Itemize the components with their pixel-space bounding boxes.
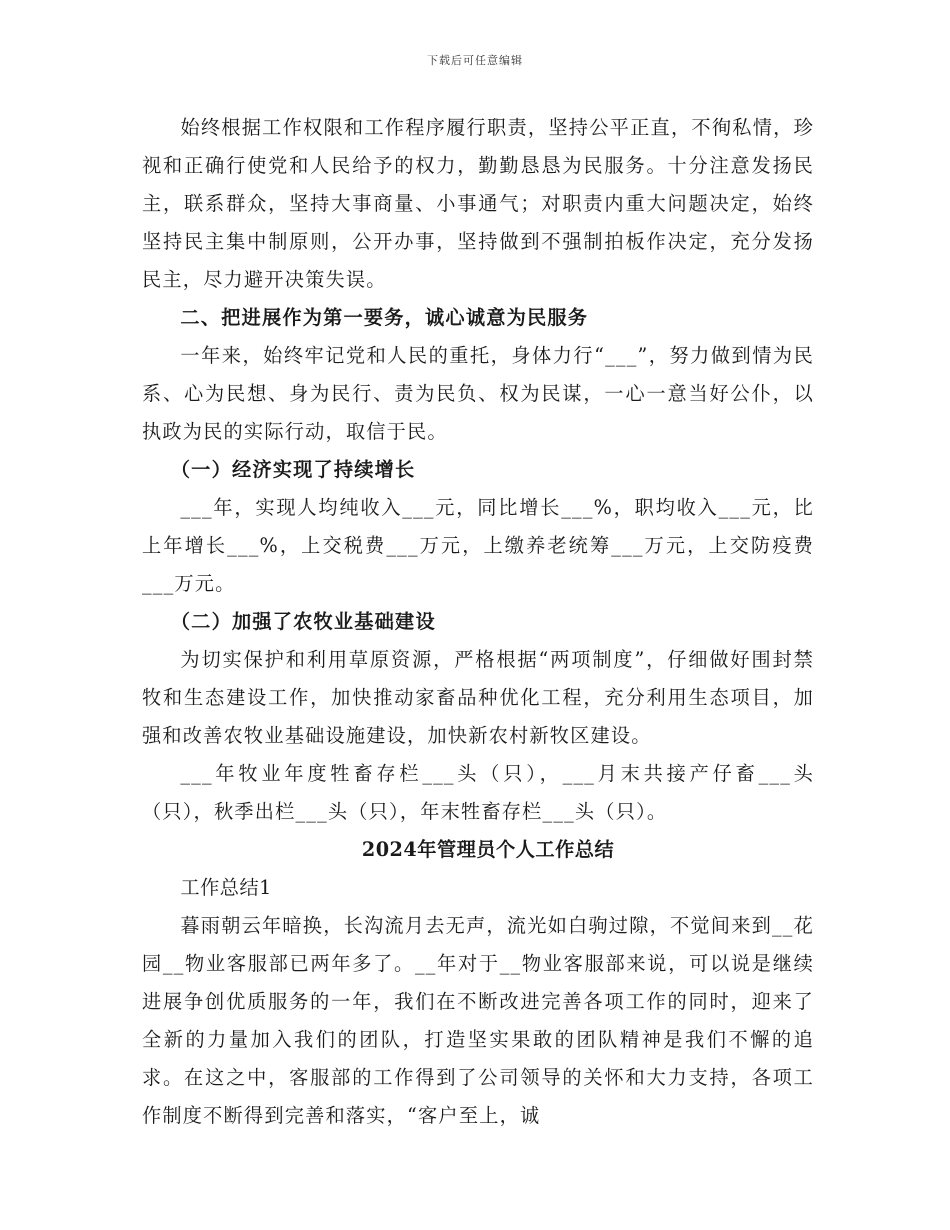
paragraph-serve-people: 一年来，始终牢记党和人民的重托，身体力行“___”，努力做到情为民系、心为民想、身为民行、责为民负、权为民谋，一心一意当好公仆，以执政为民的实际行动，取信于民。 <box>142 344 814 443</box>
page-header-note: 下载后可任意编辑 <box>427 54 523 67</box>
paragraph-grassland: 为切实保护和利用草原资源，严格根据“两项制度”，仔细做好围封禁牧和生态建设工作，加快推动家畜品种优化工程，充分利用生态项目，加强和改善农牧业基础设施建设，加快新农村新牧区建设。 <box>142 648 814 747</box>
document-title: 2024年管理员个人工作总结 <box>361 838 615 861</box>
paragraph-customer-service: 暮雨朝云年暗换，长沟流月去无声，流光如白驹过隙，不觉间来到__花园__物业客服部已两年多了。__年对于__物业客服部来说，可以说是继续进展争创优质服务的一年，我们在不断改进完善各项工作的同时，迎来了全新的力量加入我们的团队，打造坚实果敢的团队精神是我们不懈的追求。在这之中，客服部的工作得到了公司领导的关怀和大力支持，各项工作制度不断得到完善和落实，“客户至上，诚 <box>142 914 814 1127</box>
paragraph-duties: 始终根据工作权限和工作程序履行职责，坚持公平正直，不徇私情，珍视和正确行使党和人民给予的权力，勤勤恳恳为民服务。十分注意发扬民主，联系群众，坚持大事商量、小事通气；对职责内重大问题决定，始终坚持民主集中制原则，公开办事，坚持做到不强制拍板作决定，充分发扬民主，尽力避开决策失误。 <box>142 116 814 291</box>
section-heading-2: 二、把进展作为第一要务，诚心诚意为民服务 <box>180 306 589 329</box>
paragraph-livestock-figures: ___年牧业年度牲畜存栏___头（只），___月末共接产仔畜___头（只），秋季出栏___头（只），年末牲畜存栏___头（只）。 <box>142 762 814 823</box>
subsection-heading-agriculture: （二）加强了农牧业基础建设 <box>170 610 436 633</box>
document-body <box>142 109 814 1135</box>
summary-label: 工作总结1 <box>180 876 272 899</box>
subsection-heading-economy: （一）经济实现了持续增长 <box>170 458 416 481</box>
paragraph-economy-figures: ___年，实现人均纯收入___元，同比增长___%，职均收入___元，比上年增长___%，上交税费___万元，上缴养老统筹___万元，上交防疫费___万元。 <box>142 496 814 595</box>
